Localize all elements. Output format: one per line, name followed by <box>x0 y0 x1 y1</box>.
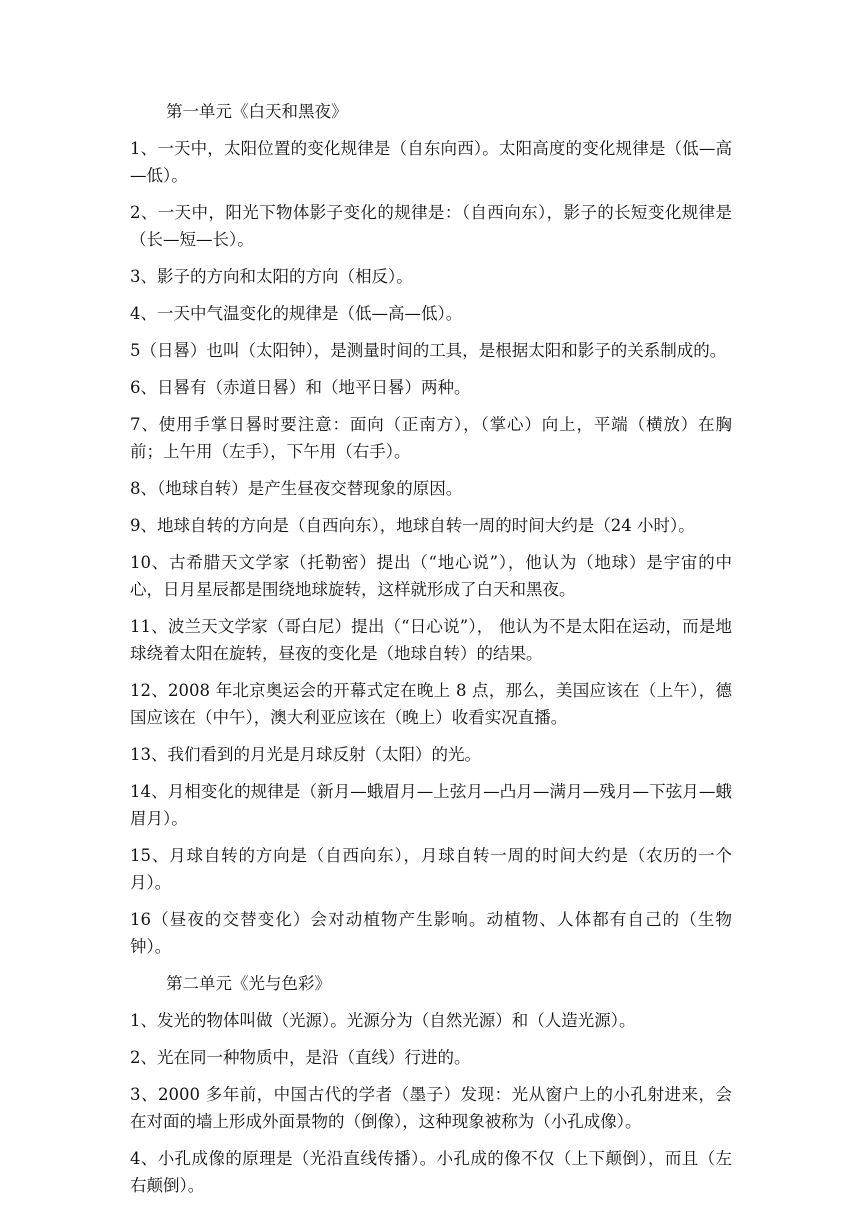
unit1-item-9: 9、地球自转的方向是（自西向东），地球自转一周的时间大约是（24 小时）。 <box>130 516 695 535</box>
unit1-title: 第一单元《白天和黑夜》 <box>166 102 348 121</box>
unit1-item-6: 6、日晷有（赤道日晷）和（地平日晷）两种。 <box>130 378 471 397</box>
unit2-item-3: 3、2000 多年前，中国古代的学者（墨子）发现：光从窗户上的小孔射进来，会在对面的墙上形成外面景物的（倒像），这种现象被称为（小孔成像）。 <box>130 1085 732 1131</box>
unit1-item-14: 14、月相变化的规律是（新月—蛾眉月—上弦月—凸月—满月—残月—下弦月—蛾眉月）。 <box>130 782 732 828</box>
unit1-item-1: 1、一天中，太阳位置的变化规律是（自东向西）。太阳高度的变化规律是（低—高—低）。 <box>130 139 732 185</box>
unit1-item-2: 2、一天中，阳光下物体影子变化的规律是：（自西向东），影子的长短变化规律是（长—短—长）。 <box>130 203 732 249</box>
unit1-item-10: 10、古希腊天文学家（托勒密）提出（“地心说”），他认为（地球）是宇宙的中心，日月星辰都是围绕地球旋转，这样就形成了白天和黑夜。 <box>130 553 732 599</box>
unit1-item-16: 16（昼夜的交替变化）会对动植物产生影响。动植物、人体都有自己的（生物钟）。 <box>130 910 732 956</box>
unit1-item-13: 13、我们看到的月光是月球反射（太阳）的光。 <box>130 745 481 764</box>
unit1-item-4: 4、一天中气温变化的规律是（低—高—低）。 <box>130 304 463 323</box>
unit1-item-7: 7、使用手掌日晷时要注意：面向（正南方），（掌心）向上，平端（横放）在胸前；上午用（左手），下午用（右手）。 <box>130 415 732 461</box>
unit1-item-12: 12、2008 年北京奥运会的开幕式定在晚上 8 点，那么，美国应该在（上午），德国应该在（中午），澳大利亚应该在（晚上）收看实况直播。 <box>130 681 732 727</box>
unit2-item-1: 1、发光的物体叫做（光源）。光源分为（自然光源）和（人造光源）。 <box>130 1011 636 1030</box>
unit1-item-11: 11、波兰天文学家（哥白尼）提出（“日心说”）， 他认为不是太阳在运动，而是地球绕着太阳在旋转，昼夜的变化是（地球自转）的结果。 <box>130 617 732 663</box>
unit1-item-3: 3、影子的方向和太阳的方向（相反）。 <box>130 267 413 286</box>
unit2-item-2: 2、光在同一种物质中，是沿（直线）行进的。 <box>130 1048 471 1067</box>
unit1-item-15: 15、月球自转的方向是（自西向东），月球自转一周的时间大约是（农历的一个月）。 <box>130 846 732 892</box>
unit1-item-5: 5（日晷）也叫（太阳钟），是测量时间的工具，是根据太阳和影子的关系制成的。 <box>130 341 727 360</box>
unit1-item-8: 8、（地球自转）是产生昼夜交替现象的原因。 <box>130 479 463 498</box>
unit2-item-4: 4、小孔成像的原理是（光沿直线传播）。小孔成的像不仅（上下颠倒），而且（左右颠倒）。 <box>130 1149 732 1195</box>
unit2-title: 第二单元《光与色彩》 <box>166 974 331 993</box>
